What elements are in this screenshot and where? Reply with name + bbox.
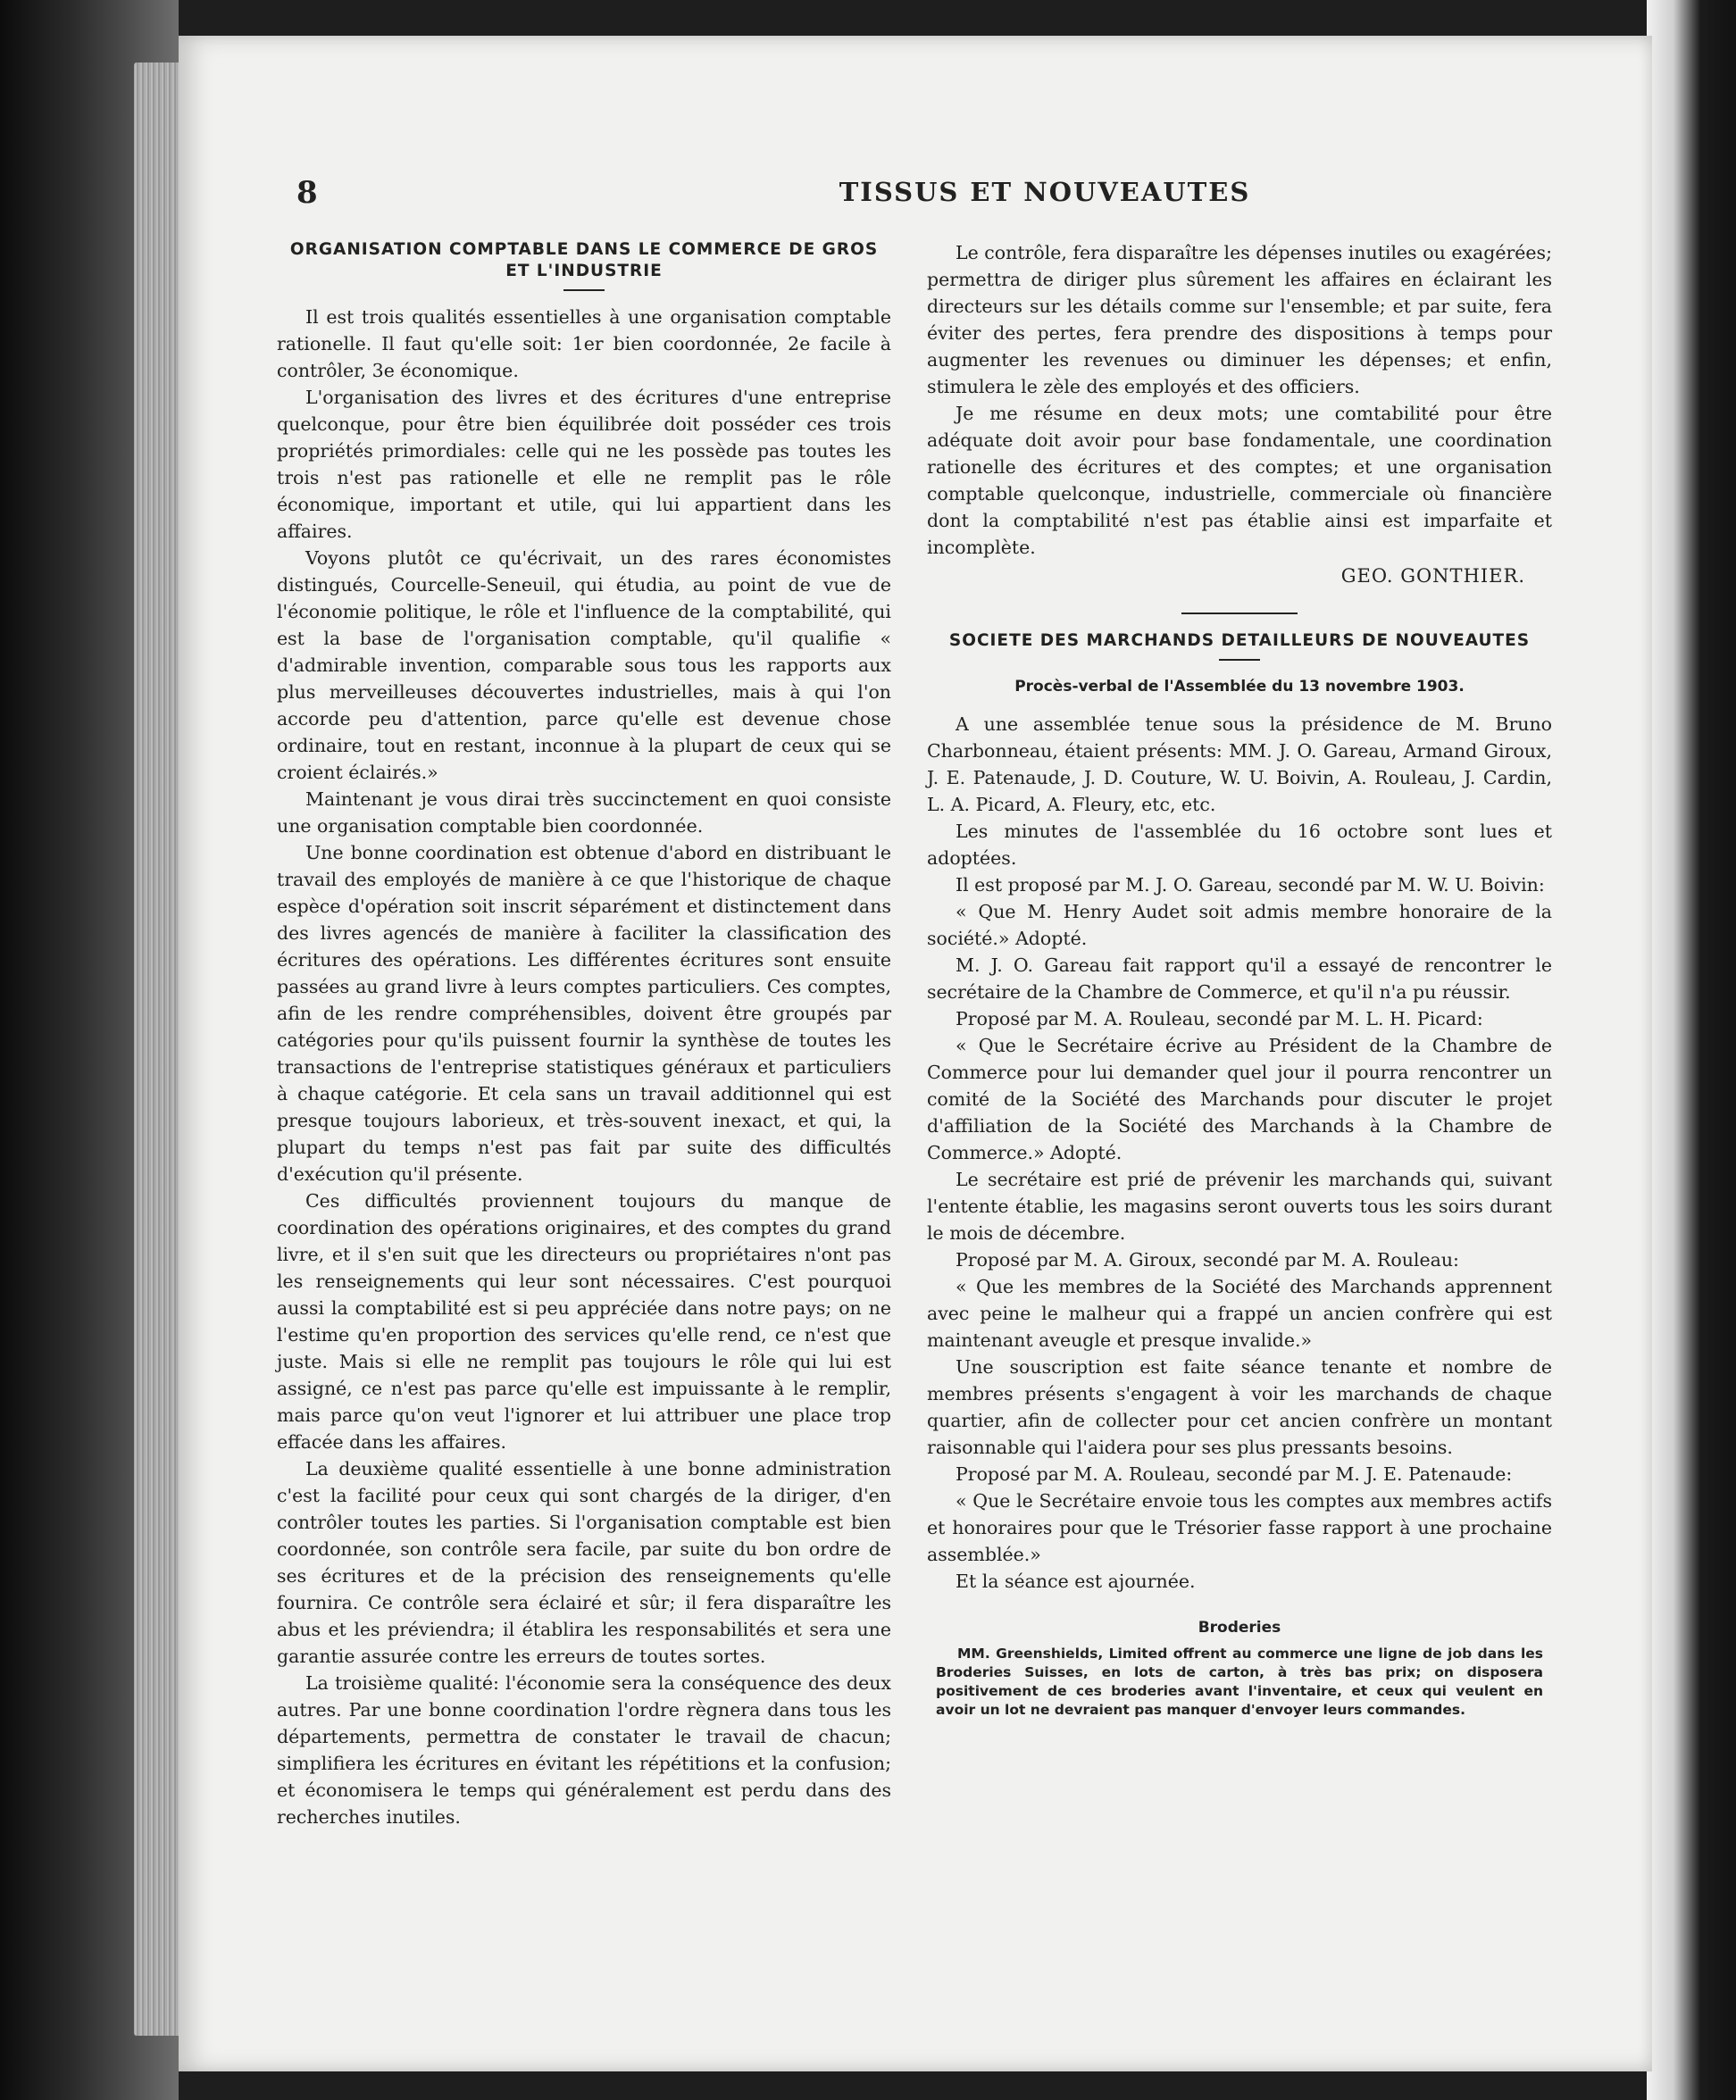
facing-page-edge [1647,0,1736,2100]
article-subtitle: Procès-verbal de l'Assemblée du 13 novembre 1903. [1014,678,1465,696]
paragraph: Une bonne coordination est obtenue d'abord en distribuant le travail des employés de manière à ce que l'historique de chaque espèce d'opération soit inscrit séparément et distinctement dans des livres agencés de manière à faciliter la classification des écritures des opérations. Les différentes écritures sont ensuite passées au grand livre à leurs comptes particuliers. Ces comptes, afin de les rendre compréhensibles, doivent être groupés par catégories pour qu'ils puissent fournir la synthèse de toutes les transactions de l'entreprise statistiques généraux et particuliers à chaque catégorie. Et cela sans un travail additionnel qui est presque toujours laborieux, et très-souvent inexact, et qui, la plupart du temps n'est pas fait par suite des difficultés d'exécution qu'il présente. [277,842,891,1185]
paragraph: Proposé par M. A. Rouleau, secondé par M. L. H. Picard: [956,1008,1483,1029]
paragraph: Il est proposé par M. J. O. Gareau, secondé par M. W. U. Boivin: [956,874,1545,896]
paragraph: Voyons plutôt ce qu'écrivait, un des rares économistes distingués, Courcelle-Seneuil, qui étudia, au point de vue de l'économie politique, le rôle et l'influence de la comptabilité, qui est la base de l'organisation comptable, qu'il qualifie « d'admirable invention, comparable sous tous les rapports aux plus merveilleuses découvertes industrielles, mais à qui l'on accorde peu d'attention, parce qu'elle est devenue chose ordinaire, tout en restant, inconnue à la plupart de ceux qui se croient éclairés.» [277,547,891,783]
paragraph: Une souscription est faite séance tenante et nombre de membres présents s'engagent à voir les marchands de chaque quartier, afin de collecter pour cet ancien confrère un montant raisonnable qui l'aidera pour ses plus pressants besoins. [927,1356,1552,1458]
left-column [277,239,891,1830]
author-signature: GEO. GONTHIER. [1340,565,1525,587]
running-title: TISSUS ET NOUVEAUTES [839,177,1251,207]
article-title: SOCIETE DES MARCHANDS DETAILLEURS DE NOUVEAUTES [948,631,1531,650]
paragraph: « Que le Secrétaire écrive au Président de la Chambre de Commerce pour lui demander quel jour il pourra rencontrer un comité de la Société des Marchands pour discuter le projet d'affiliation de la Société des Marchands à la Chambre de Commerce.» Adopté. [927,1035,1552,1163]
notice-title: Broderies [1198,1619,1281,1637]
paragraph: La deuxième qualité essentielle à une bonne administration c'est la facilité pour ceux qui sont chargés de la diriger, d'en contrôler toutes les parties. Si l'organisation comptable est bien coordonnée, son contrôle sera facile, par suite du bon ordre de ses écritures et de la précision des renseignements qu'elle fournira. Ce contrôle sera éclairé et sûr; il fera disparaître les abus et les préviendra; il établira les responsabilités et sera une garantie assurée contre les erreurs de toutes sortes. [277,1458,891,1667]
right-column [927,239,1552,1720]
paragraph: « Que les membres de la Société des Marchands apprennent avec peine le malheur qui a frappé un ancien confrère qui est maintenant aveugle et presque invalide.» [927,1276,1552,1351]
paragraph: « Que M. Henry Audet soit admis membre honoraire de la société.» Adopté. [927,901,1552,949]
paragraph: « Que le Secrétaire envoie tous les comptes aux membres actifs et honoraires pour que le Trésorier fasse rapport à une prochaine assemblée.» [927,1490,1552,1565]
paragraph: A une assemblée tenue sous la présidence de M. Bruno Charbonneau, étaient présents: MM. J. O. Gareau, Armand Giroux, J. E. Patenaude, J. D. Couture, W. U. Boivin, A. Rouleau, J. Cardin, L. A. Picard, A. Fleury, etc, etc. [927,713,1552,815]
paragraph: Proposé par M. A. Giroux, secondé par M. A. Rouleau: [956,1249,1459,1271]
paragraph: Maintenant je vous dirai très succinctement en quoi consiste une organisation comptable bien coordonnée. [277,788,891,837]
paragraph: L'organisation des livres et des écritures d'une entreprise quelconque, pour être bien équilibrée doit posséder ces trois propriétés primordiales: celle qui ne les possède pas toutes les trois n'est pas rationelle et elle ne remplit pas le rôle économique, important et utile, qui lui appartient dans les affaires. [277,387,891,542]
title-rule [1219,659,1260,661]
section-divider [1181,612,1298,614]
paragraph: Le contrôle, fera disparaître les dépenses inutiles ou exagérées; permettra de diriger plus sûrement les affaires en éclairant les directeurs sur les détails comme sur l'ensemble; et par suite, fera éviter des pertes, fera prendre des dispositions à temps pour augmenter les revenues ou diminuer les dépenses; et enfin, stimulera le zèle des employés et des officiers. [927,242,1552,397]
paragraph: Et la séance est ajournée. [956,1571,1196,1592]
scanned-page [179,36,1652,2071]
title-rule [563,289,605,291]
paragraph: La troisième qualité: l'économie sera la conséquence des deux autres. Par une bonne coordination l'ordre règnera dans tous les départements, permettra de constater le travail de chacun; simplifiera les écritures en évitant les répétitions et la confusion; et économisera le temps qui généralement est perdu dans des recherches inutiles. [277,1672,891,1828]
paragraph: Je me résume en deux mots; une comtabilité pour être adéquate doit avoir pour base fondamentale, une coordination rationelle des écritures et des comptes; et une organisation comptable quelconque, industrielle, commerciale où financière dont la comptabilité n'est pas établie ainsi est imparfaite et incomplète. [927,403,1552,558]
paragraph: Les minutes de l'assemblée du 16 octobre sont lues et adoptées. [927,821,1552,869]
notice-text: MM. Greenshields, Limited offrent au commerce une ligne de job dans les Broderies Suisses, en lots de carton, à très bas prix; on disposera positivement de ces broderies avant l'inventaire, et ceux qui veulent en avoir un lot ne devraient pas manquer d'envoyer leurs commandes. [936,1646,1543,1718]
paragraph: M. J. O. Gareau fait rapport qu'il a essayé de rencontrer le secrétaire de la Chambre de Commerce, et qu'il n'a pu réussir. [927,954,1552,1003]
paragraph: Ces difficultés proviennent toujours du manque de coordination des opérations originaires, et des comptes du grand livre, et il s'en suit que les directeurs ou propriétaires n'ont pas les renseignements qui leur sont nécessaires. C'est pourquoi aussi la comptabilité est si peu appréciée dans notre pays; on ne l'estime qu'en proportion des services qu'elle rend, ce n'est que juste. Mais si elle ne remplit pas toujours le rôle qui lui est assigné, ce n'est pas parce qu'elle est impuissante à le remplir, mais parce qu'on veut l'ignorer et lui attribuer une place trop effacée dans les affaires. [277,1190,891,1453]
article-title: ORGANISATION COMPTABLE DANS LE COMMERCE DE GROS ET L'INDUSTRIE [289,240,879,280]
paragraph: Il est trois qualités essentielles à une organisation comptable rationelle. Il faut qu'elle soit: 1er bien coordonnée, 2e facile à contrôler, 3e économique. [277,306,891,381]
paragraph: Proposé par M. A. Rouleau, secondé par M. J. E. Patenaude: [956,1463,1513,1485]
page-number: 8 [296,175,318,211]
paragraph: Le secrétaire est prié de prévenir les marchands qui, suivant l'entente établie, les magasins seront ouverts tous les soirs durant le mois de décembre. [927,1169,1552,1244]
